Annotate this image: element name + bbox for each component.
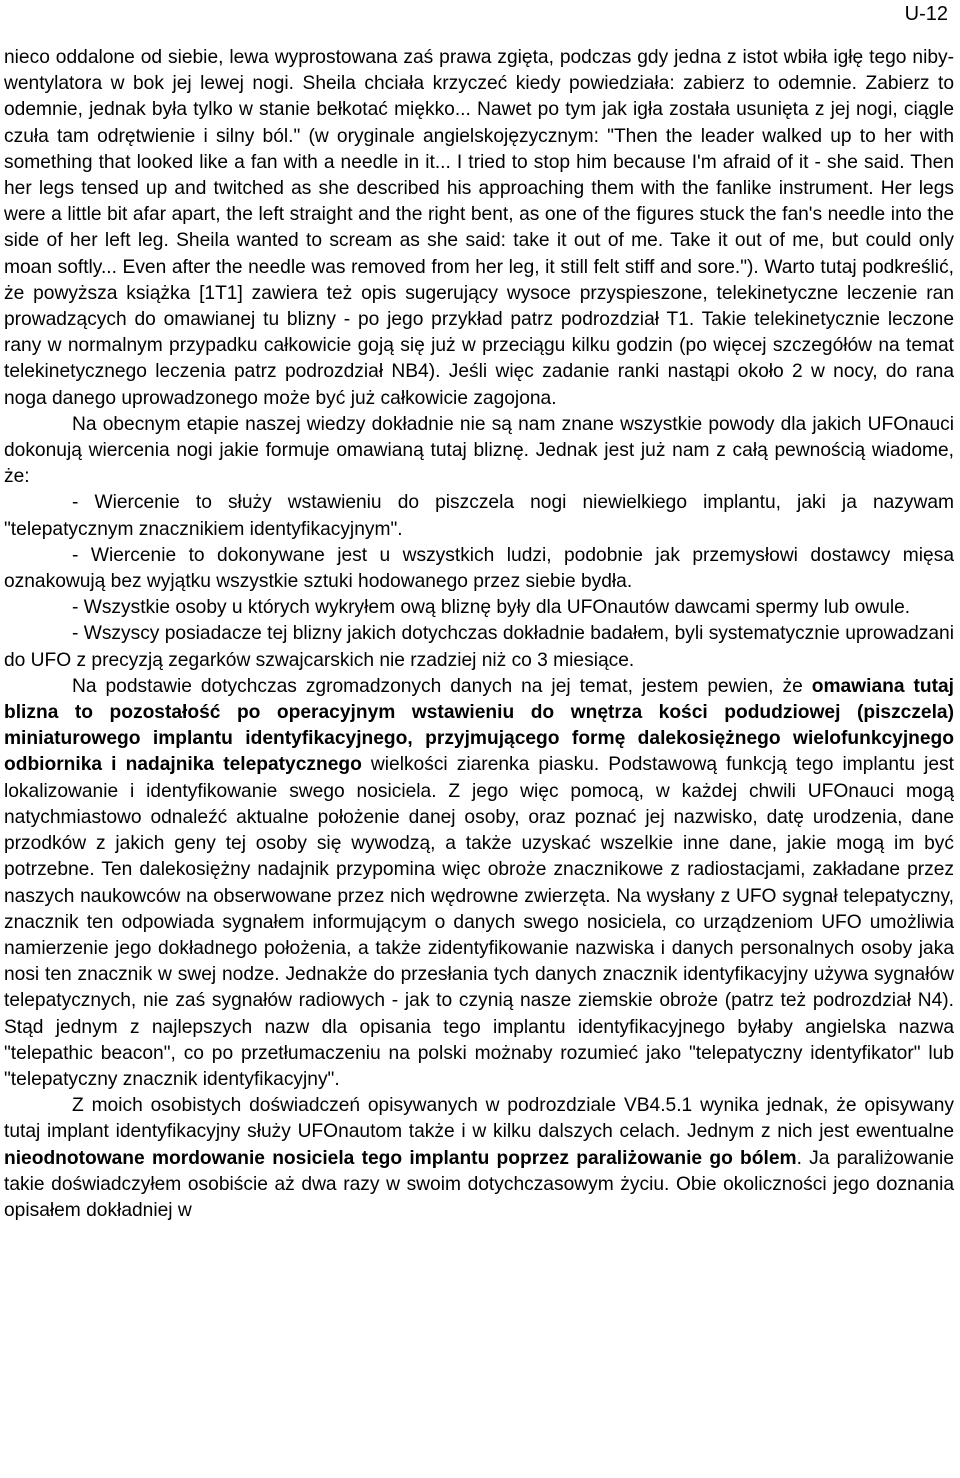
list-item-donors: - Wszystkie osoby u których wykryłem ową bliznę były dla UFOnautów dawcami spermy lub owule. bbox=[72, 597, 911, 619]
paragraph-reasons-intro: Na obecnym etapie naszej wiedzy dokładnie nie są nam znane wszystkie powody dla jakich UFOnauci dokonują wiercenia nogi jakie formuje omawianą tutaj bliznę. Jednak jest już nam z całą pewnością wiadome, że: bbox=[4, 413, 954, 488]
paragraph-scar-conclusion-bold: omawiana tutaj blizna to pozostałość po operacyjnym wstawieniu do wnętrza kości podudziowej (piszczela) miniaturowego implantu identyfikacyjnego, przyjmującego formę dalekosiężnego wielofunkcyjnego odbiornika i nadajnika telepatycznego bbox=[4, 675, 954, 776]
paragraph-personal-experience bbox=[4, 1093, 954, 1224]
page-number: U-12 bbox=[904, 3, 948, 25]
paragraph-scar-conclusion bbox=[4, 674, 954, 1093]
list-item-abductions: - Wszyscy posiadacze tej blizny jakich dotychczas dokładnie badałem, byli systematycznie uprowadzani do UFO z precyzją zegarków szwajcarskich nie rzadziej niż co 3 miesiące. bbox=[4, 623, 954, 671]
paragraph-personal-experience-bold: nieodnotowane mordowanie nosiciela tego implantu poprzez paraliżowanie go bólem bbox=[4, 1147, 797, 1169]
paragraph-continuation: nieco oddalone od siebie, lewa wyprostowana zaś prawa zgięta, podczas gdy jedna z istot wbiła igłę tego niby-wentylatora w bok jej lewej nogi. Sheila chciała krzyczeć kiedy powiedziała: zabierz to odemnie. Zabierz to odemnie, jednak była tylko w stanie bełkotać miękko... Nawet po tym jak igła została usunięta z jej nogi, ciągle czuła tam odrętwienie i silny ból." (w oryginale angielskojęzycznym: "Then the leader walked up to her with something that looked like a fan with a needle in it... I tried to stop him because I'm afraid of it - she said. Then her legs tensed up and twitched as she described his approaching them with the fanlike instrument. Her legs were a little bit afar apart, the left straight and the right bent, as one of the figures stuck the fan's needle into the side of her left leg. Sheila wanted to scream as she said: take it out of me. Take it out of me, but could only moan softly... Even after the needle was removed from her leg, it still felt stiff and sore."). Warto tutaj podkreślić, że powyższa książka [1T1] zawiera też opis sugerujący wysoce przyspieszone, telekinetyczne leczenie ran prowadzących do omawianej tu blizny - po jego przykład patrz podrozdział T1. Takie telekinetycznie leczone rany w normalnym przypadku całkowicie goją się już w przeciągu kilku godzin (po więcej szczegółów na temat telekinetycznego leczenia patrz podrozdział NB4). Jeśli więc zadanie ranki nastąpi około 2 w nocy, do rana noga danego uprowadzonego może być już całkowicie zagojona. bbox=[4, 47, 954, 409]
document-body bbox=[4, 45, 954, 1224]
list-item-all-people: - Wiercenie to dokonywane jest u wszystkich ludzi, podobnie jak przemysłowi dostawcy mięsa oznakowują bez wyjątku wszystkie sztuki hodowanego przez siebie bydła. bbox=[4, 544, 954, 593]
list-item-implant: - Wiercenie to służy wstawieniu do piszczela nogi niewielkiego implantu, jaki ja nazywam "telepatycznym znacznikiem identyfikacyjnym". bbox=[4, 492, 954, 540]
paragraph-personal-experience-end: . Ja paraliżowanie takie doświadczyłem osobiście aż dwa razy w swoim dotychczasowym życiu. Obie okoliczności jego doznania opisałem dokładniej w bbox=[4, 1147, 954, 1221]
paragraph-scar-conclusion-end: wielkości ziarenka piasku. Podstawową funkcją tego implantu jest lokalizowanie i identyfikowanie swego nosiciela. Z jego więc pomocą, w każdej chwili UFOnauci mogą natychmiastowo odnaleźć aktualne położenie danej osoby, oraz poznać jej nazwisko, datę urodzenia, dane przodków z jakich geny tej osoby się wywodzą, a także uzyskać wszelkie inne dane, jakie mogą im być potrzebne. Ten dalekosiężny nadajnik przypomina więc obroże znacznikowe z radiostacjami, zakładane przez naszych naukowców na obserwowane przez nich wędrowne zwierzęta. Na wysłany z UFO sygnał telepatyczny, znacznik ten odpowiada sygnałem informującym o danych swego nosiciela, co urządzeniom UFO umożliwia namierzenie jego dokładnego położenia, a także zidentyfikowanie nazwiska i danych personalnych osoby jaka nosi ten znacznik w swej nodze. Jednakże do przesłania tych danych znacznik identyfikacyjny używa sygnałów telepatycznych, nie zaś sygnałów radiowych - jak to czynią nasze ziemskie obroże (patrz też podrozdział N4). Stąd jednym z najlepszych nazw dla opisania tego implantu identyfikacyjnego byłaby angielska nazwa "telepathic beacon", co po przetłumaczeniu na polski możnaby rozumieć jako "telepatyczny identyfikator" lub "telepatyczny znacznik identyfikacyjny". bbox=[4, 754, 954, 1090]
paragraph-personal-experience-start: Z moich osobistych doświadczeń opisywanych w podrozdziale VB4.5.1 wynika jednak, że opisywany tutaj implant identyfikacyjny służy UFOnautom także i w kilku dalszych celach. Jednym z nich jest ewentualne bbox=[4, 1095, 954, 1143]
paragraph-scar-conclusion-start: Na podstawie dotychczas zgromadzonych danych na jej temat, jestem pewien, że bbox=[72, 675, 812, 697]
